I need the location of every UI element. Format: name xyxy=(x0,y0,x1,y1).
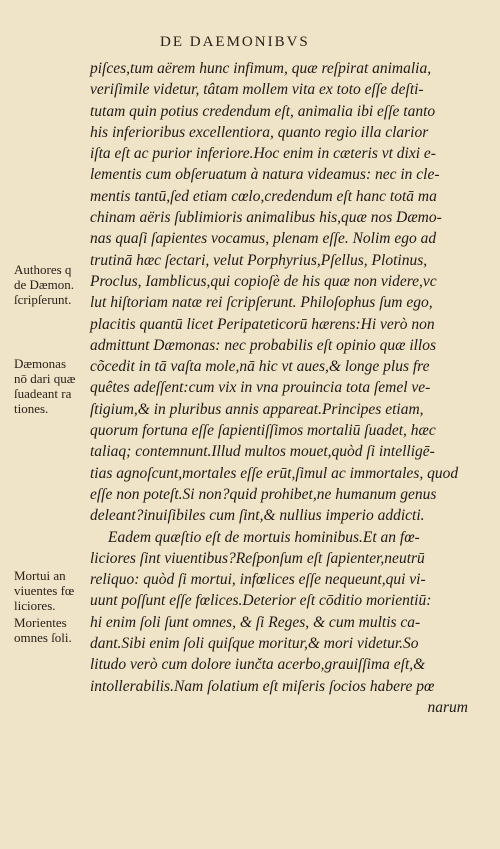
text-line: Proclus, Iamblicus,qui copioſè de his quæ non videre,vc xyxy=(90,272,437,290)
text-line: uunt poſſunt eſſe fœlices.Deterior eſt cōditio morientiū: xyxy=(90,592,432,610)
marginal-note-authors xyxy=(14,262,90,307)
marginal-note-morientes xyxy=(14,615,90,645)
text-line: hi enim ſoli ſunt omnes, & ſi Reges, & cum multis ca- xyxy=(90,613,421,631)
marginal-note-line: tiones. xyxy=(14,401,49,416)
catchword: narum xyxy=(427,698,468,716)
marginal-note-line: Morientes xyxy=(14,615,67,630)
text-line: iſta eſt ac purior inferiore.Hoc enim in cæteris vt dixi e- xyxy=(90,145,436,163)
text-line: nas quaſi ſapientes vocamus, plenam eſſe. Nolim ego ad xyxy=(90,230,437,248)
body-text xyxy=(90,58,470,718)
text-line: deleant?inuiſibiles cum ſint,& nullius imperio addicti. xyxy=(90,507,425,525)
marginal-note-line: ſuadeant ra xyxy=(14,386,72,401)
text-line: Eadem quæſtio eſt de mortuis hominibus.Et an fœ- xyxy=(108,528,420,546)
marginal-note-daemonas xyxy=(14,356,90,416)
text-line: placitis quantū licet Peripateticorū hærens:Hi verò non xyxy=(90,315,435,333)
marginal-note-line: ſcripſerunt. xyxy=(14,292,72,307)
text-line: reliquo: quòd ſi mortui, infœlices eſſe nequeunt,qui vi- xyxy=(90,571,426,589)
text-line: tias agnoſcunt,mortales eſſe erūt,ſimul ac immortales, quod xyxy=(90,464,459,482)
text-line: veriſimile videtur, tâtam mollem vita ex toto eſſe deſti- xyxy=(90,81,424,99)
text-line: admittunt Dæmonas: nec probabilis eſt opinio quæ illos xyxy=(90,336,437,354)
marginal-note-line: viuentes fœ xyxy=(14,583,75,598)
marginal-note-line: Authores q xyxy=(14,262,72,277)
text-line: piſces,tum aërem hunc infimum, quæ reſpirat animalia, xyxy=(90,60,432,77)
marginal-note-mortui xyxy=(14,568,90,613)
text-line: taliaq; contemnunt.Illud multos mouet,quòd ſi intelligē- xyxy=(90,443,435,461)
text-line: lementis cum obſeruatum à natura videamus: nec in cle- xyxy=(90,166,440,184)
text-line: his inferioribus excellentiora, quanto regio illa clarior xyxy=(90,123,429,141)
marginal-note-line: liciores. xyxy=(14,598,56,613)
text-line: eſſe non poteſt.Si non?quid prohibet,ne humanum genus xyxy=(90,485,437,503)
marginal-note-line: Dæmonas xyxy=(14,356,66,371)
text-line: liciores ſint viuentibus?Reſponſum eſt ſapienter,neutrū xyxy=(90,549,425,567)
marginal-note-line: Mortui an xyxy=(14,568,66,583)
text-line: ſtigium,& in pluribus annis appareat.Principes etiam, xyxy=(90,400,424,418)
text-line: tutam quin potius credendum eſt, animalia ibi eſſe tanto xyxy=(90,102,436,120)
text-line: lut hiſtoriam natæ rei ſcripſerunt. Philoſophus ſum ego, xyxy=(90,294,433,312)
running-header: DE DAEMONIBVS xyxy=(160,34,310,50)
text-line: quêtes adeſſent:cum vix in vna prouincia tota ſemel ve- xyxy=(90,379,431,397)
text-line: quorum fortuna eſſe ſapientiſſimos mortaliū ſuadet, hæc xyxy=(90,422,436,440)
marginal-note-line: nō dari quæ xyxy=(14,371,76,386)
text-line: intollerabilis.Nam ſolatium eſt miſeris ſocios habere pœ xyxy=(90,677,435,695)
text-line: chinam aëris ſublimioris animalibus his,quæ nos Dæmo- xyxy=(90,209,442,227)
text-line: litudo verò cum dolore iunčta acerbo,grauiſſima eſt,& xyxy=(90,656,426,674)
text-line: dant.Sibi enim ſoli quiſque moritur,& mori videtur.So xyxy=(90,635,419,653)
marginal-note-line: de Dæmon. xyxy=(14,277,74,292)
marginal-note-line: omnes ſoli. xyxy=(14,630,72,645)
text-line: trutinā hæc ſectari, velut Porphyrius,Pſellus, Plotinus, xyxy=(90,251,428,269)
text-line: cõcedit in tā vaſta mole,nā hic vt aues,& longe plus fre xyxy=(90,358,430,376)
text-line: mentis tantū,ſed etiam cœlo,credendum eſt hanc totā ma xyxy=(90,187,437,205)
